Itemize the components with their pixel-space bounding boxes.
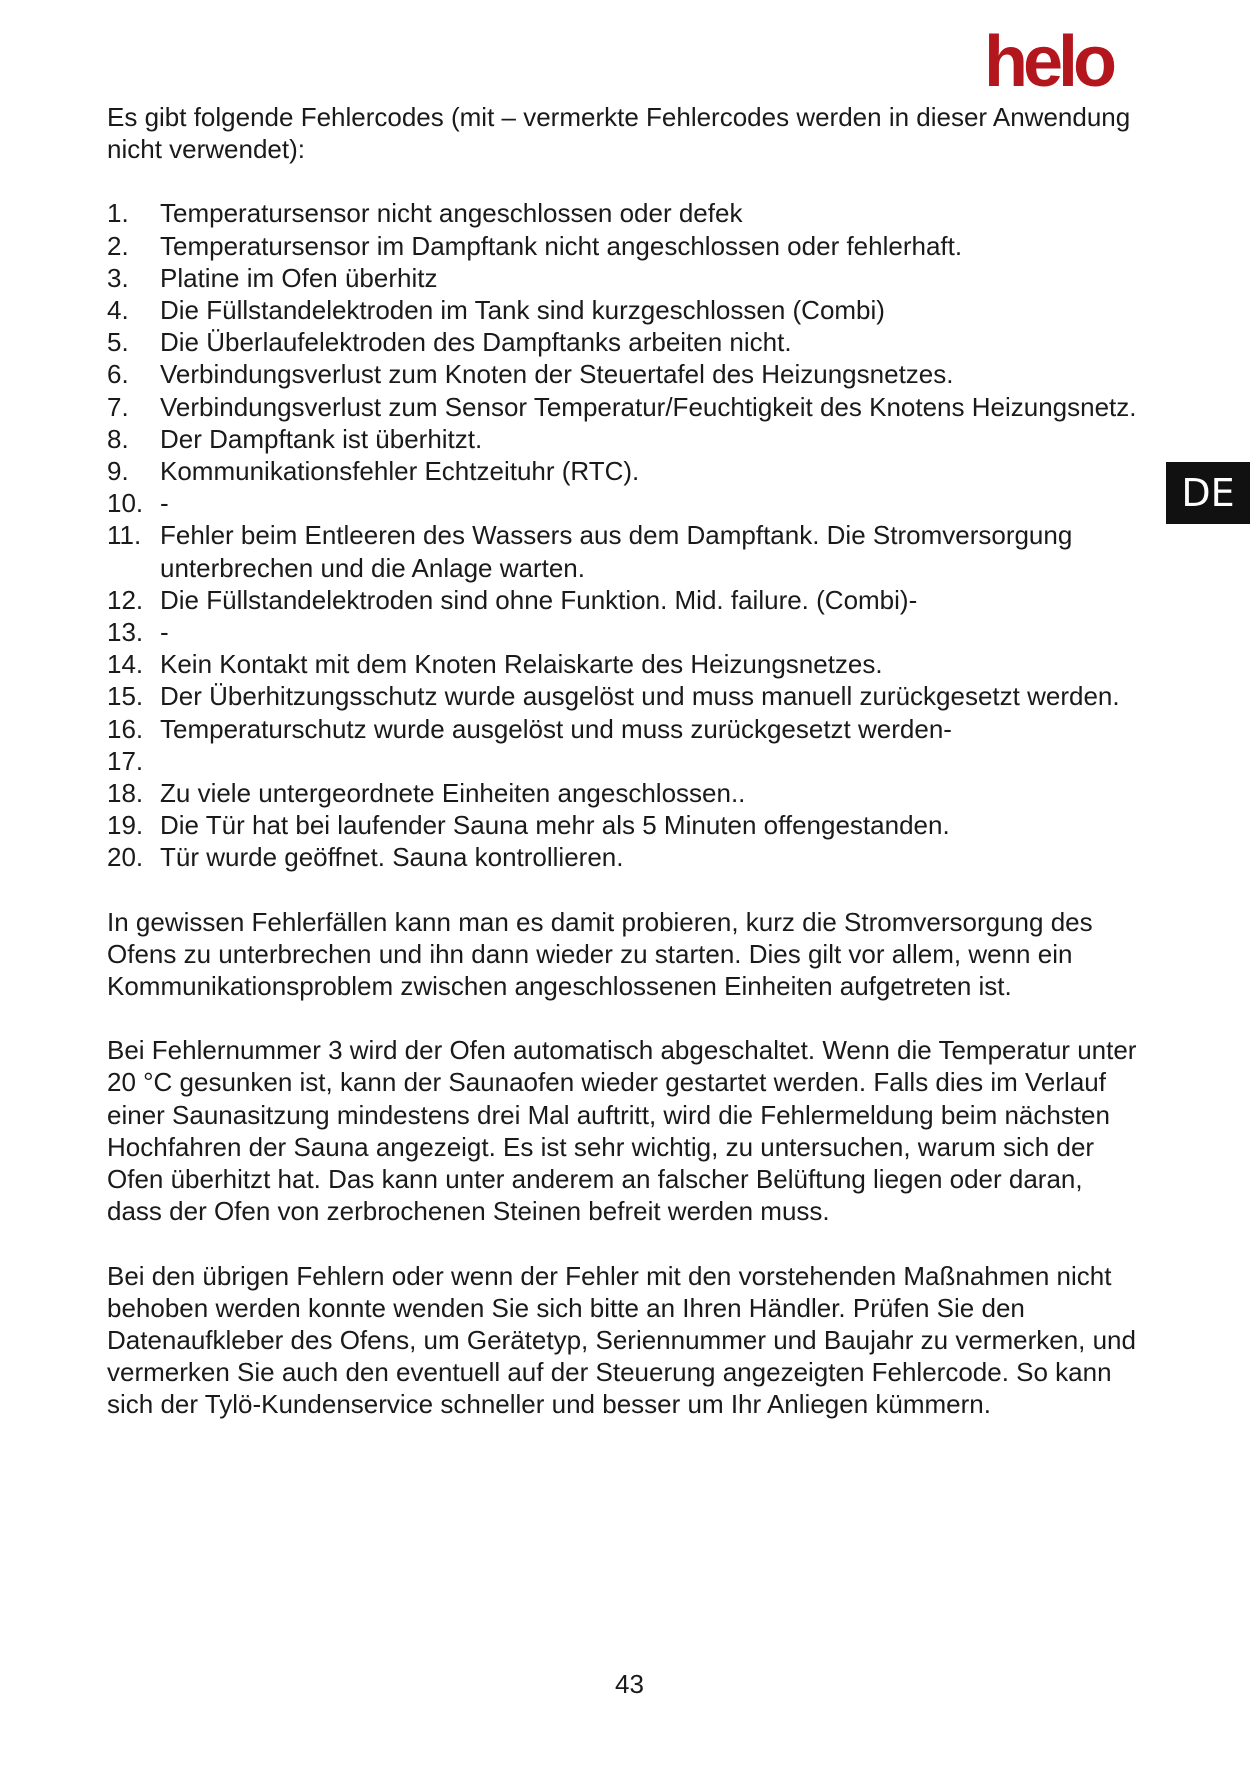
- error-code-number: 19.: [107, 810, 144, 841]
- error-code-item: [107, 519, 1137, 583]
- error-code-text: Die Überlaufelektroden des Dampftanks arbeiten nicht.: [160, 327, 792, 358]
- error-code-item: [107, 487, 1137, 519]
- error-code-text: Der Überhitzungsschutz wurde ausgelöst und muss manuell zurückgesetzt werden.: [160, 681, 1120, 712]
- page-content: [107, 101, 1137, 1453]
- error-code-text: Die Füllstandelektroden im Tank sind kurzgeschlossen (Combi): [160, 295, 885, 326]
- error-code-item: [107, 777, 1137, 809]
- error-code-number: 17.: [107, 745, 144, 776]
- error-code-item: [107, 358, 1137, 390]
- error-code-number: 6.: [107, 359, 129, 390]
- error-code-item: [107, 455, 1137, 487]
- error-code-item: [107, 584, 1137, 616]
- logo-text: helo: [984, 28, 1113, 96]
- error-code-item: [107, 680, 1137, 712]
- error-code-item: [107, 809, 1137, 841]
- error-code-item: [107, 262, 1137, 294]
- error-code-number: 1.: [107, 198, 129, 229]
- error-code-item: [107, 294, 1137, 326]
- error-code-text: Temperatursensor nicht angeschlossen oder defek: [160, 198, 743, 229]
- error-code-item: [107, 616, 1137, 648]
- error-code-text: Die Tür hat bei laufender Sauna mehr als 5 Minuten offengestanden.: [160, 810, 950, 841]
- error-code-number: 14.: [107, 649, 144, 680]
- error-code-text: Verbindungsverlust zum Knoten der Steuertafel des Heizungsnetzes.: [160, 359, 954, 390]
- error-code-number: 15.: [107, 681, 144, 712]
- error-code-text: -: [160, 488, 169, 519]
- error-code-text: Der Dampftank ist überhitzt.: [160, 423, 483, 454]
- error-code-text: Kein Kontakt mit dem Knoten Relaiskarte des Heizungsnetzes.: [160, 649, 883, 680]
- error-code-number: 16.: [107, 713, 144, 744]
- error-code-item: [107, 197, 1137, 229]
- error-code-number: 8.: [107, 423, 129, 454]
- error-code-item: [107, 648, 1137, 680]
- error-code-item: [107, 841, 1137, 873]
- paragraph-error-3: Bei Fehlernummer 3 wird der Ofen automatisch abgeschaltet. Wenn die Temperatur unter 20 °C gesunken ist, kann der Saunaofen wieder gestartet werden. Falls dies im Verlauf einer Saunasitzung mindestens drei Mal auftritt, wird die Fehlermeldung beim nächsten Hochfahren der Sauna angezeigt. Es ist sehr wichtig, zu untersuchen, warum sich der Ofen überhitzt hat. Das kann unter anderem an falscher Belüftung liegen oder daran, dass der Ofen von zerbrochenen Steinen befreit werden muss.: [107, 1035, 1137, 1227]
- error-code-number: 18.: [107, 778, 144, 809]
- error-code-item: [107, 713, 1137, 745]
- error-code-number: 13.: [107, 617, 144, 648]
- error-code-number: 12.: [107, 584, 144, 615]
- error-code-item: [107, 423, 1137, 455]
- error-code-item: [107, 230, 1137, 262]
- error-code-text: Platine im Ofen überhitz: [160, 262, 438, 293]
- error-code-text: Temperatursensor im Dampftank nicht angeschlossen oder fehlerhaft.: [160, 230, 963, 261]
- error-code-text: Tür wurde geöffnet. Sauna kontrollieren.: [160, 842, 624, 873]
- error-code-text: Verbindungsverlust zum Sensor Temperatur/Feuchtigkeit des Knotens Heizungsnetz.: [160, 391, 1137, 422]
- error-code-number: 5.: [107, 327, 129, 358]
- paragraph-contact-dealer: Bei den übrigen Fehlern oder wenn der Fehler mit den vorstehenden Maßnahmen nicht behoben werden konnte wenden Sie sich bitte an Ihren Händler. Prüfen Sie den Datenaufkleber des Ofens, um Gerätetyp, Seriennummer und Baujahr zu vermerken, und vermerken Sie auch den eventuell auf der Steuerung angezeigten Fehlercode. So kann sich der Tylö-Kundenservice schneller und besser um Ihr Anliegen kümmern.: [107, 1260, 1136, 1420]
- error-code-text: Die Füllstandelektroden sind ohne Funktion. Mid. failure. (Combi)-: [160, 584, 918, 615]
- page-number: 43: [615, 1669, 644, 1699]
- error-code-text: Kommunikationsfehler Echtzeituhr (RTC).: [160, 456, 640, 487]
- error-code-text: Temperaturschutz wurde ausgelöst und muss zurückgesetzt werden-: [160, 713, 952, 744]
- paragraph-restart: In gewissen Fehlerfällen kann man es damit probieren, kurz die Stromversorgung des Ofens zu unterbrechen und ihn dann wieder zu starten. Dies gilt vor allem, wenn ein Kommunikationsproblem zwischen angeschlossenen Einheiten aufgetreten ist.: [107, 906, 1093, 1002]
- language-tab-de: DE: [1166, 462, 1250, 524]
- helo-logo: [984, 28, 1144, 96]
- error-code-text: Zu viele untergeordnete Einheiten angeschlossen..: [160, 778, 746, 809]
- error-code-text: [160, 745, 1137, 777]
- error-code-text: Fehler beim Entleeren des Wassers aus dem Dampftank. Die Stromversorgung unterbrechen und die Anlage warten.: [160, 520, 1073, 583]
- error-code-item: [107, 745, 1137, 777]
- error-code-item: [107, 326, 1137, 358]
- error-code-item: [107, 391, 1137, 423]
- error-code-number: 7.: [107, 391, 129, 422]
- error-code-number: 4.: [107, 295, 129, 326]
- error-code-number: 3.: [107, 262, 129, 293]
- intro-text: Es gibt folgende Fehlercodes (mit – vermerkte Fehlercodes werden in dieser Anwendung nicht verwendet):: [107, 102, 1131, 165]
- error-code-number: 9.: [107, 456, 129, 487]
- error-code-number: 2.: [107, 230, 129, 261]
- error-code-number: 10.: [107, 488, 144, 519]
- error-code-number: 11.: [107, 520, 142, 551]
- error-code-number: 20.: [107, 842, 144, 873]
- error-code-text: -: [160, 617, 169, 648]
- error-code-list: [107, 197, 1137, 873]
